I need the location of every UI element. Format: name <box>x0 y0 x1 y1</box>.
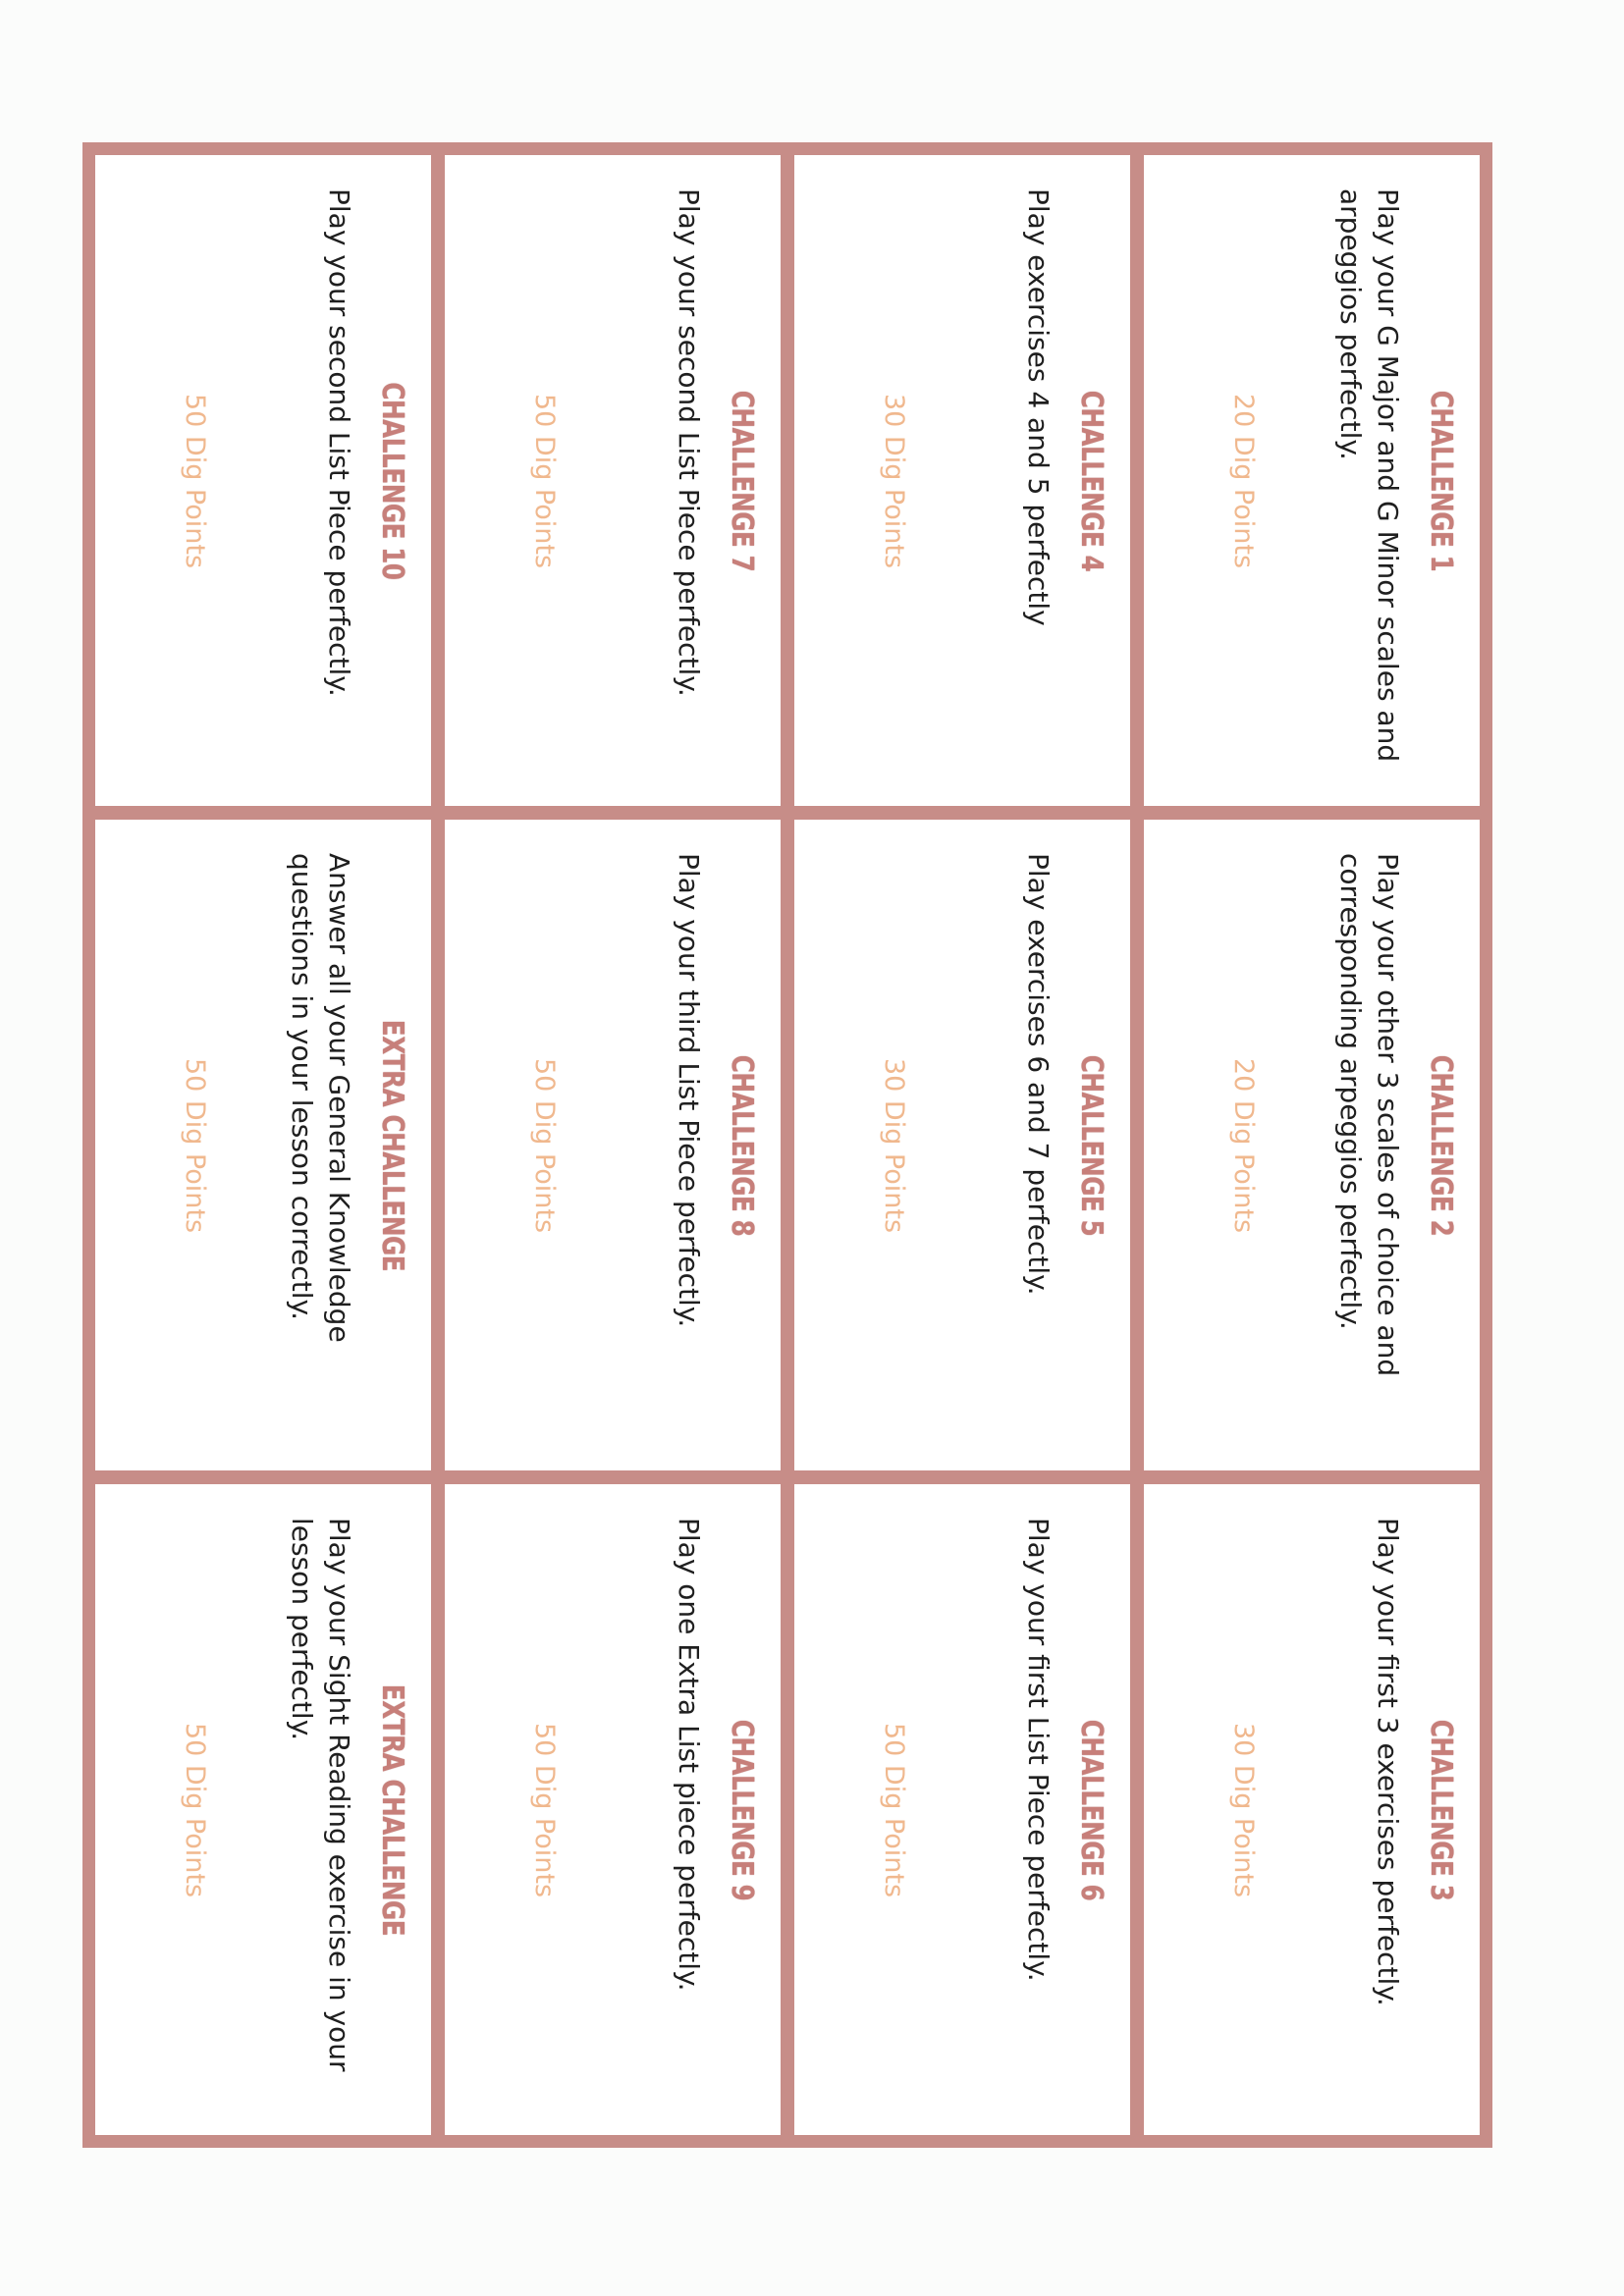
challenge-card-8 <box>445 820 781 1470</box>
card-description: Play your first 3 exercises perfectly. <box>1372 1517 1404 2006</box>
challenge-card-2 <box>1144 820 1480 1470</box>
card-description: Play your first List Piece perfectly. <box>1022 1517 1055 1982</box>
challenge-card-10 <box>95 155 431 806</box>
card-points: 50 Dig Points <box>180 1722 210 1897</box>
card-description: Play your Sight Reading exercise in your lesson perfectly. <box>286 1517 355 2071</box>
challenge-card-3 <box>1144 1484 1480 2135</box>
card-description: Play your second List Piece perfectly. <box>673 187 705 697</box>
card-title: CHALLENGE 1 <box>1424 390 1458 571</box>
challenge-card-7 <box>445 155 781 806</box>
card-title: EXTRA CHALLENGE <box>375 1019 409 1271</box>
card-title: CHALLENGE 4 <box>1074 390 1109 571</box>
card-points: 50 Dig Points <box>529 1057 560 1233</box>
challenge-card-4 <box>794 155 1130 806</box>
card-title: CHALLENGE 8 <box>725 1054 759 1236</box>
card-title: CHALLENGE 10 <box>375 381 409 580</box>
challenge-card-9 <box>445 1484 781 2135</box>
card-title: CHALLENGE 3 <box>1424 1719 1458 1900</box>
card-description: Answer all your General Knowledge questions in your lesson correctly. <box>286 852 355 1343</box>
card-points: 50 Dig Points <box>180 1057 210 1233</box>
card-title: EXTRA CHALLENGE <box>375 1683 409 1936</box>
card-description: Play one Extra List piece perfectly. <box>673 1517 705 1991</box>
card-points: 50 Dig Points <box>879 1722 909 1897</box>
card-points: 50 Dig Points <box>180 393 210 568</box>
card-title: CHALLENGE 7 <box>725 390 759 571</box>
challenge-card-1 <box>1144 155 1480 806</box>
challenge-card-5 <box>794 820 1130 1470</box>
card-points: 50 Dig Points <box>529 1722 560 1897</box>
card-description: Play your other 3 scales of choice and corresponding arpeggios perfectly. <box>1334 852 1404 1376</box>
card-description: Play exercises 6 and 7 perfectly. <box>1022 852 1055 1296</box>
card-title: CHALLENGE 5 <box>1074 1054 1109 1236</box>
card-points: 30 Dig Points <box>1228 1722 1259 1897</box>
card-title: CHALLENGE 6 <box>1074 1719 1109 1900</box>
card-points: 20 Dig Points <box>1228 1057 1259 1233</box>
card-description: Play your second List Piece perfectly. <box>323 187 355 697</box>
card-description: Play exercises 4 and 5 perfectly <box>1022 187 1055 626</box>
card-points: 50 Dig Points <box>529 393 560 568</box>
extra-challenge-card-1 <box>95 820 431 1470</box>
card-points: 30 Dig Points <box>879 393 909 568</box>
card-points: 30 Dig Points <box>879 1057 909 1233</box>
card-description: Play your third List Piece perfectly. <box>673 852 705 1327</box>
card-description: Play your G Major and G Minor scales and arpeggios perfectly. <box>1334 187 1404 762</box>
card-title: CHALLENGE 2 <box>1424 1054 1458 1236</box>
challenge-card-sheet <box>82 142 1492 2148</box>
extra-challenge-card-2 <box>95 1484 431 2135</box>
challenge-card-6 <box>794 1484 1130 2135</box>
card-title: CHALLENGE 9 <box>725 1719 759 1900</box>
card-points: 20 Dig Points <box>1228 393 1259 568</box>
